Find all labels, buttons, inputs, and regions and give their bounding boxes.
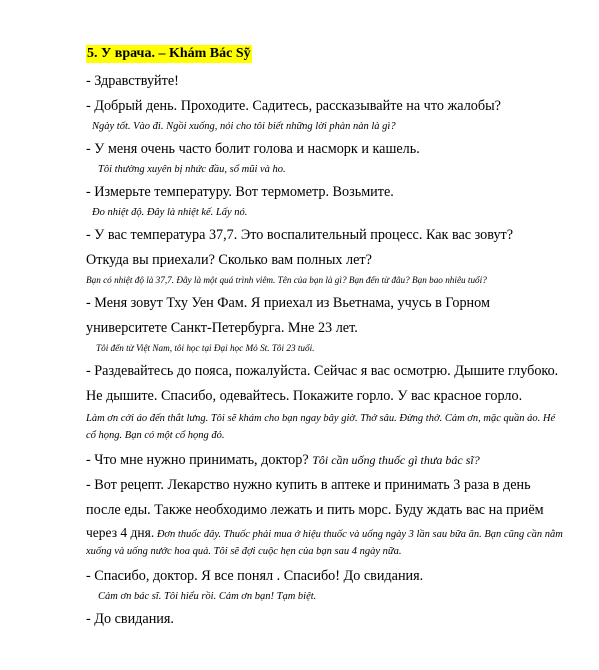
dialogue-line-8-ru: - Что мне нужно принимать, доктор? [86, 452, 309, 468]
translation-line-7: Làm ơn cởi áo đến thắt lưng. Tôi sẽ khám cho bạn ngay bây giờ. Thở sâu. Đừng thở. Cảm ơn, mặc quần áo. Hé cổ họng. Bạn có một cổ họng đỏ. [86, 413, 556, 441]
document-page [86, 44, 566, 635]
dialogue-line-7b: Не дышите. Спасибо, одевайтесь. Покажите горло. У вас красное горло. [86, 388, 523, 404]
translation-line-3: Tôi thường xuyên bị nhức đầu, sổ mũi và ho. [98, 164, 286, 175]
dialogue-line-9b: после еды. Также необходимо лежать и пить морс. Буду ждать вас на приём [86, 502, 544, 518]
dialogue-line-7a: - Раздевайтесь до пояса, пожалуйста. Сейчас я вас осмотрю. Дышите глубоко. [86, 363, 559, 379]
translation-line-8: Tôi cần uống thuốc gì thưa bác sĩ? [312, 453, 480, 467]
dialogue-line-10: - Спасибо, доктор. Я все понял . Спасибо! До свидания. [86, 568, 424, 584]
dialogue-line-8 [86, 451, 566, 469]
dialogue-line-2: - Добрый день. Проходите. Садитесь, рассказывайте на что жалобы? [86, 98, 501, 114]
dialogue-line-3: - У меня очень часто болит голова и насморк и кашель. [86, 141, 420, 157]
dialogue-line-5b: Откуда вы приехали? Сколько вам полных лет? [86, 252, 372, 268]
dialogue-line-6a: - Меня зовут Тху Уен Фам. Я приехал из Вьетнама, учусь в Горном [86, 295, 490, 311]
translation-line-9: Đơn thuốc đây. Thuốc phải mua ở hiệu thuốc và uống ngày 3 lần sau bữa ăn. Bạn cũng cần nằm xuống và uống nước hoa quả. Tôi sẽ đợi cuộc hẹn của bạn sau 4 ngày nữa. [86, 529, 563, 557]
translation-line-4: Đo nhiệt độ. Đây là nhiệt kế. Lấy nó. [92, 207, 248, 218]
dialogue-line-11: - До свидания. [86, 611, 174, 627]
dialogue-line-9c [86, 524, 566, 560]
translation-line-6: Tôi đến từ Việt Nam, tôi học tại Đại học Mỏ St. Tôi 23 tuổi. [96, 343, 315, 353]
dialogue-line-5a: - У вас температура 37,7. Это воспалительный процесс. Как вас зовут? [86, 227, 514, 243]
translation-line-5: Bạn có nhiệt độ là 37,7. Đây là một quá trình viêm. Tên của bạn là gì? Bạn đến từ đâu? Bạn bao nhiêu tuổi? [86, 275, 487, 285]
translation-line-10: Cảm ơn bác sĩ. Tôi hiểu rồi. Cảm ơn bạn! Tạm biệt. [98, 591, 317, 602]
dialogue-line-9c-ru: через 4 дня. [86, 525, 155, 540]
dialogue-line-6b: университете Санкт-Петербурга. Мне 23 лет. [86, 320, 358, 336]
translation-line-2: Ngày tốt. Vào đi. Ngồi xuống, nói cho tôi biết những lời phàn nàn là gì? [92, 121, 396, 132]
section-title: 5. У врача. – Khám Bác Sỹ [87, 46, 251, 61]
dialogue-line-9a: - Вот рецепт. Лекарство нужно купить в аптеке и принимать 3 раза в день [86, 477, 531, 493]
dialogue-line-4: - Измерьте температуру. Вот термометр. Возьмите. [86, 184, 394, 200]
dialogue-line-1: - Здравствуйте! [86, 73, 179, 89]
